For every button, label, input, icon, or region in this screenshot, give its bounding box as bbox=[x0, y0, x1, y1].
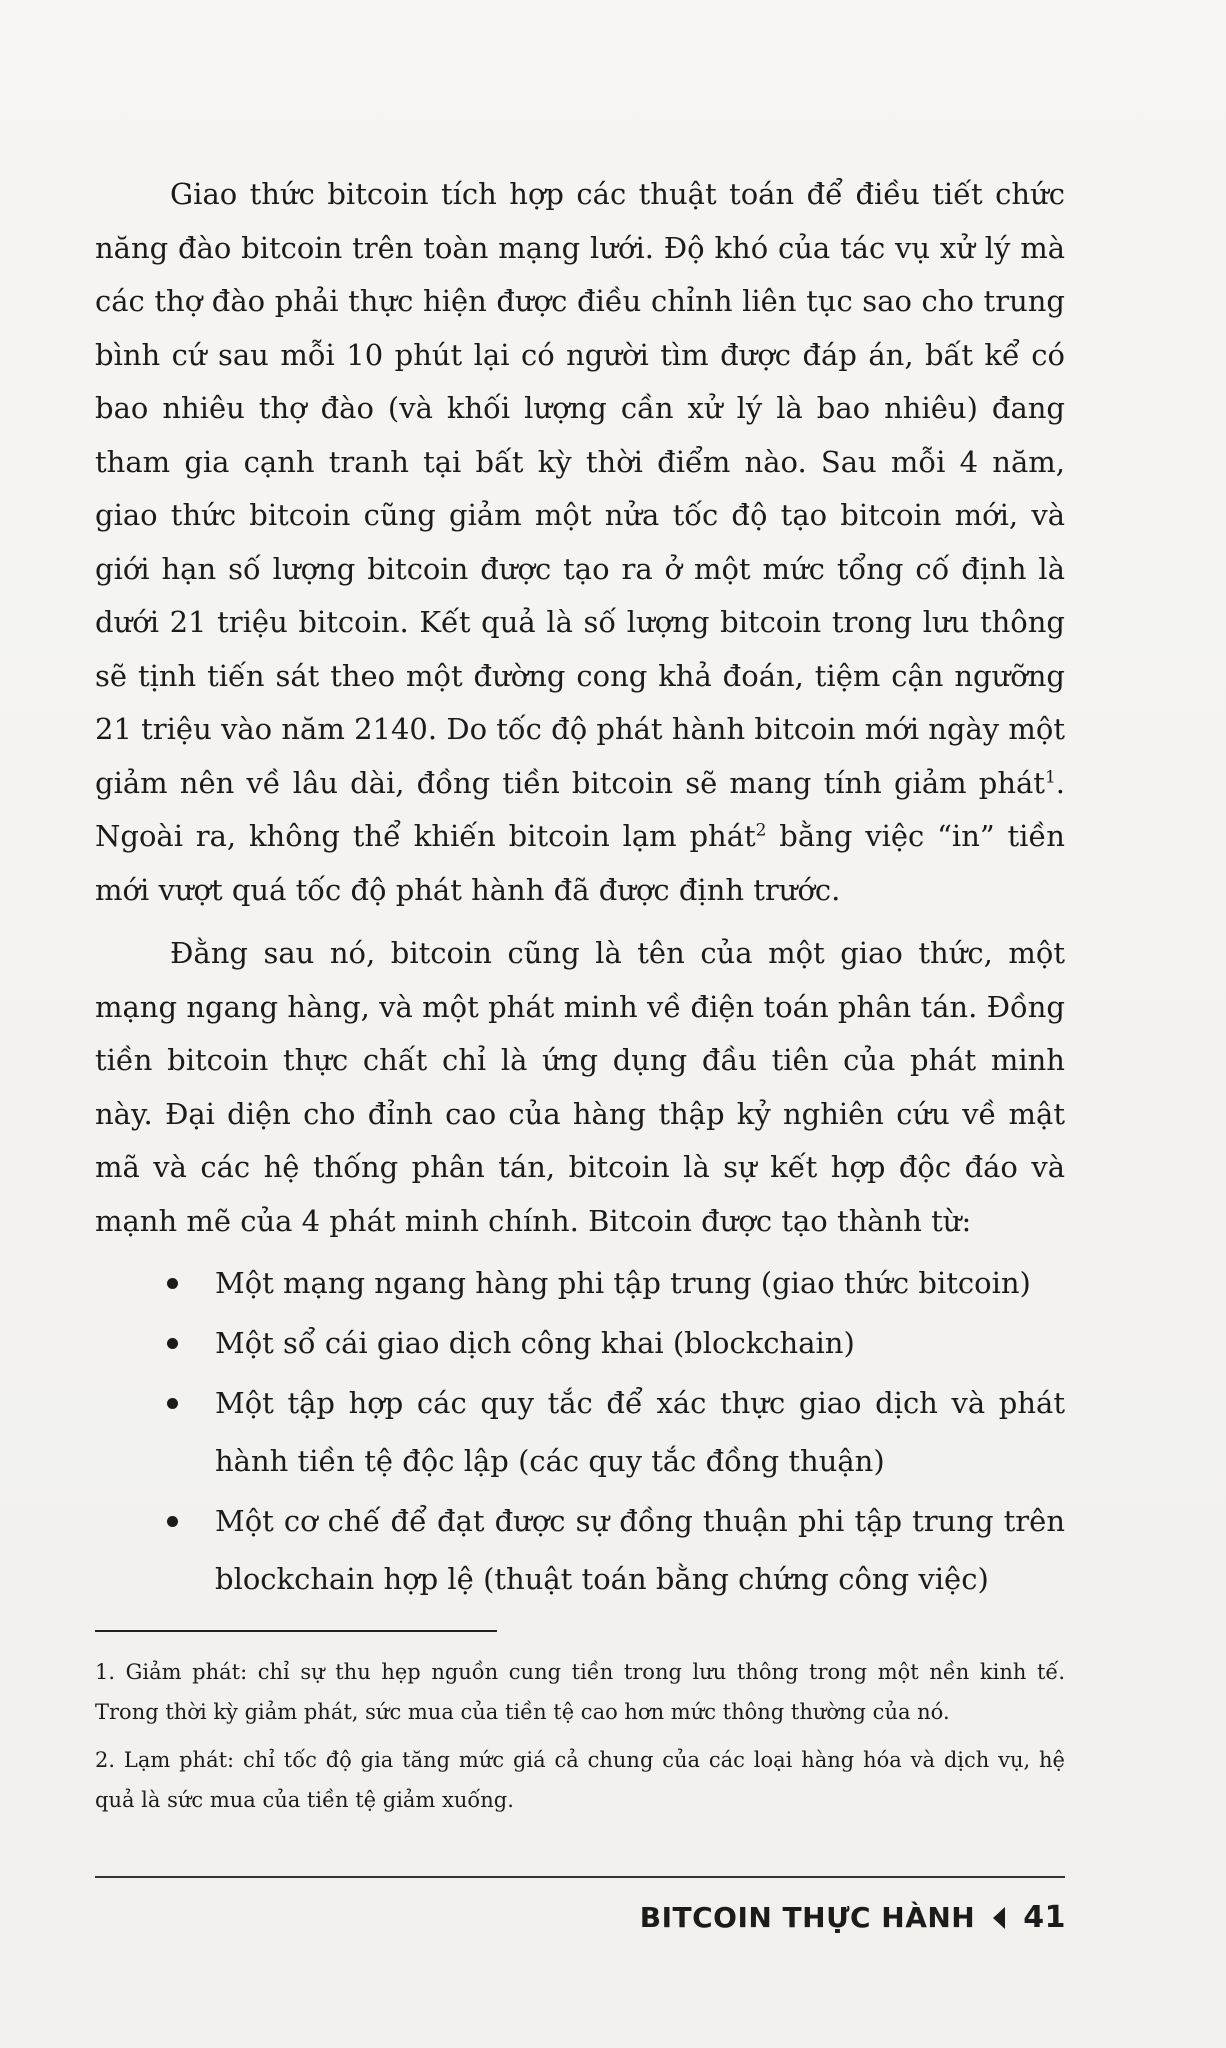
footnote-2: 2. Lạm phát: chỉ tốc độ gia tăng mức giá cả chung của các loại hàng hóa và dịch vụ, hệ quả là sức mua của tiền tệ giảm xuống. bbox=[95, 1748, 1065, 1812]
bullet-icon bbox=[167, 1516, 178, 1527]
book-title: BITCOIN THỰC HÀNH bbox=[639, 1901, 976, 1934]
list-item-text: Một mạng ngang hàng phi tập trung (giao thức bitcoin) bbox=[215, 1266, 1031, 1300]
paragraph-1-mid: . Ngoài ra, không thể khiến bitcoin lạm phát bbox=[95, 765, 1065, 853]
list-item bbox=[95, 1314, 1065, 1372]
list-item-text: Một cơ chế để đạt được sự đồng thuận phi tập trung trên blockchain hợp lệ (thuật toán bằng chứng công việc) bbox=[215, 1504, 1065, 1596]
list-item bbox=[95, 1254, 1065, 1312]
footer-divider bbox=[95, 1876, 1065, 1878]
paragraph-2: Đằng sau nó, bitcoin cũng là tên của một giao thức, một mạng ngang hàng, và một phát minh về điện toán phân tán. Đồng tiền bitcoin thực chất chỉ là ứng dụng đầu tiên của phát minh này. Đại diện cho đỉnh cao của hàng thập kỷ nghiên cứu về mật mã và các hệ thống phân tán, bitcoin là sự kết hợp độc đáo và mạnh mẽ của 4 phát minh chính. Bitcoin được tạo thành từ: bbox=[95, 936, 1065, 1238]
footnote-1: 1. Giảm phát: chỉ sự thu hẹp nguồn cung tiền trong lưu thông trong một nền kinh tế. Trong thời kỳ giảm phát, sức mua của tiền tệ cao hơn mức thông thường của nó. bbox=[95, 1660, 1065, 1724]
footnote-ref-2: 2 bbox=[755, 820, 767, 841]
bullet-icon bbox=[167, 1398, 178, 1409]
invention-list bbox=[95, 1254, 1065, 1608]
body-text bbox=[95, 168, 1065, 1608]
list-item-text: Một tập hợp các quy tắc để xác thực giao dịch và phát hành tiền tệ độc lập (các quy tắc đồng thuận) bbox=[215, 1386, 1065, 1478]
paragraph-1 bbox=[95, 168, 1065, 917]
footnote-divider bbox=[95, 1630, 497, 1632]
list-item-text: Một sổ cái giao dịch công khai (blockchain) bbox=[215, 1326, 855, 1360]
bullet-icon bbox=[167, 1338, 178, 1349]
footnote-ref-1: 1 bbox=[1044, 766, 1056, 787]
list-item bbox=[95, 1492, 1065, 1608]
list-item bbox=[95, 1374, 1065, 1490]
arrow-left-icon bbox=[993, 1907, 1005, 1929]
paragraph-1-end: bằng việc “in” tiền mới vượt quá tốc độ phát hành đã được định trước. bbox=[95, 819, 1065, 907]
bullet-icon bbox=[167, 1278, 178, 1289]
running-footer bbox=[640, 1900, 1066, 1935]
page-number: 41 bbox=[1023, 1900, 1066, 1935]
footnotes bbox=[95, 1652, 1065, 1820]
paragraph-1-text: Giao thức bitcoin tích hợp các thuật toán để điều tiết chức năng đào bitcoin trên toàn mạng lưới. Độ khó của tác vụ xử lý mà các thợ đào phải thực hiện được điều chỉnh liên tục sao cho trung bình cứ sau mỗi 10 phút lại có người tìm được đáp án, bất kể có bao nhiêu thợ đào (và khối lượng cần xử lý là bao nhiêu) đang tham gia cạnh tranh tại bất kỳ thời điểm nào. Sau mỗi 4 năm, giao thức bitcoin cũng giảm một nửa tốc độ tạo bitcoin mới, và giới hạn số lượng bitcoin được tạo ra ở một mức tổng cố định là dưới 21 triệu bitcoin. Kết quả là số lượng bitcoin trong lưu thông sẽ tịnh tiến sát theo một đường cong khả đoán, tiệm cận ngưỡng 21 triệu vào năm 2140. Do tốc độ phát hành bitcoin mới ngày một giảm nên về lâu dài, đồng tiền bitcoin sẽ mang tính giảm phát bbox=[95, 177, 1065, 800]
